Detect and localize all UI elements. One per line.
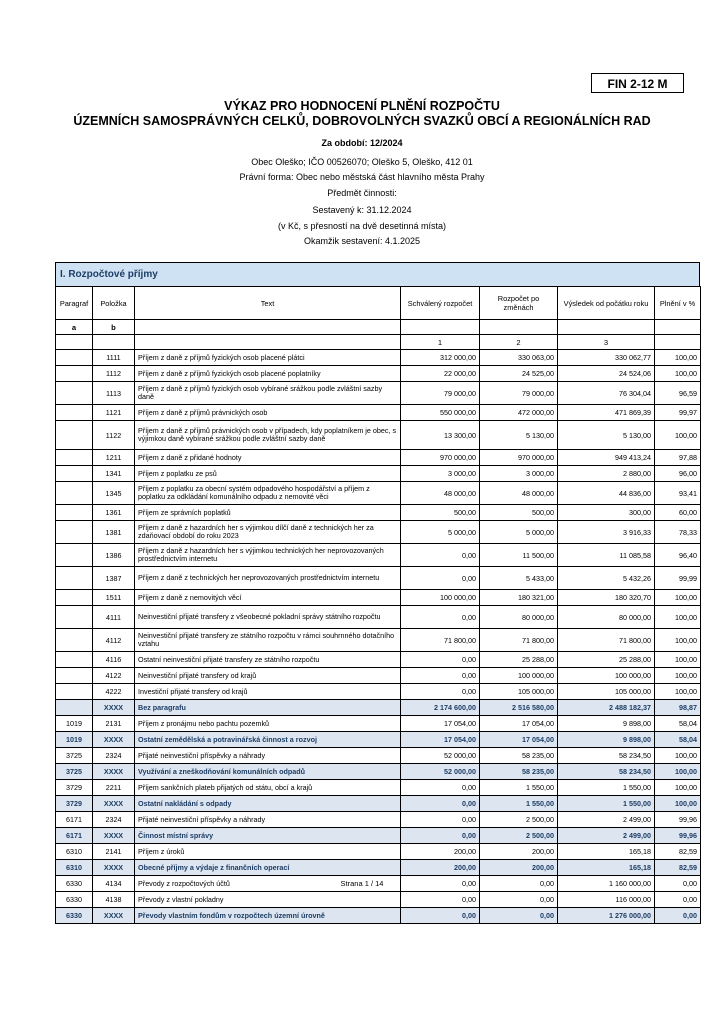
approved-budget-cell: 0,00	[401, 544, 480, 567]
letter-cell: b	[93, 320, 135, 335]
budget-after-changes-cell: 180 321,00	[480, 590, 558, 606]
table-row	[56, 366, 701, 382]
budget-after-changes-cell: 25 288,00	[480, 652, 558, 668]
approved-budget-cell: 0,00	[401, 652, 480, 668]
approved-budget-cell: 5 000,00	[401, 521, 480, 544]
table-row	[56, 892, 701, 908]
table-header-row	[56, 287, 701, 320]
approved-budget-cell: 100 000,00	[401, 590, 480, 606]
text-cell: Převody z rozpočtových účtů	[135, 876, 401, 892]
subtotal-row	[56, 828, 701, 844]
text-cell: Ostatní nakládání s odpady	[135, 796, 401, 812]
paragraf-cell: 6330	[56, 908, 93, 924]
polozka-cell: XXXX	[93, 796, 135, 812]
approved-budget-cell: 0,00	[401, 908, 480, 924]
text-cell: Příjem z daně z nemovitých věcí	[135, 590, 401, 606]
result-ytd-cell: 3 916,33	[558, 521, 655, 544]
polozka-cell: 1341	[93, 466, 135, 482]
polozka-cell: 4138	[93, 892, 135, 908]
paragraf-cell	[56, 590, 93, 606]
paragraf-cell	[56, 668, 93, 684]
text-cell: Činnost místní správy	[135, 828, 401, 844]
budget-after-changes-cell: 58 235,00	[480, 748, 558, 764]
fulfillment-pct-cell: 100,00	[655, 780, 701, 796]
letter-cell	[135, 320, 401, 335]
result-ytd-cell: 471 869,39	[558, 405, 655, 421]
budget-after-changes-cell: 24 525,00	[480, 366, 558, 382]
result-ytd-cell: 1 160 000,00	[558, 876, 655, 892]
paragraf-cell: 6310	[56, 844, 93, 860]
result-ytd-cell: 165,18	[558, 844, 655, 860]
paragraf-cell: 1019	[56, 732, 93, 748]
budget-after-changes-cell: 2 500,00	[480, 812, 558, 828]
budget-after-changes-cell: 79 000,00	[480, 382, 558, 405]
result-ytd-cell: 2 499,00	[558, 828, 655, 844]
polozka-cell: XXXX	[93, 860, 135, 876]
paragraf-cell: 6330	[56, 876, 93, 892]
paragraf-cell: 3725	[56, 748, 93, 764]
result-ytd-cell: 105 000,00	[558, 684, 655, 700]
letter-cell	[401, 320, 480, 335]
approved-budget-cell: 22 000,00	[401, 366, 480, 382]
approved-budget-cell: 13 300,00	[401, 421, 480, 450]
polozka-cell: 1122	[93, 421, 135, 450]
paragraf-cell: 3725	[56, 764, 93, 780]
col-header-text: Text	[135, 287, 401, 320]
number-cell	[135, 335, 401, 350]
approved-budget-cell: 52 000,00	[401, 748, 480, 764]
result-ytd-cell: 2 499,00	[558, 812, 655, 828]
paragraf-cell	[56, 505, 93, 521]
polozka-cell: 1387	[93, 567, 135, 590]
polozka-cell: 2211	[93, 780, 135, 796]
approved-budget-cell: 0,00	[401, 780, 480, 796]
result-ytd-cell: 1 276 000,00	[558, 908, 655, 924]
polozka-cell: 1121	[93, 405, 135, 421]
paragraf-cell	[56, 466, 93, 482]
budget-after-changes-cell: 500,00	[480, 505, 558, 521]
text-cell: Příjem z daně z příjmů fyzických osob vybírané srážkou podle zvláštní sazby daně	[135, 382, 401, 405]
budget-after-changes-cell: 970 000,00	[480, 450, 558, 466]
fulfillment-pct-cell: 60,00	[655, 505, 701, 521]
text-cell: Příjem z daně z příjmů fyzických osob placené poplatníky	[135, 366, 401, 382]
paragraf-cell: 6310	[56, 860, 93, 876]
result-ytd-cell: 300,00	[558, 505, 655, 521]
approved-budget-cell: 0,00	[401, 828, 480, 844]
polozka-cell: XXXX	[93, 828, 135, 844]
fulfillment-pct-cell: 0,00	[655, 876, 701, 892]
text-cell: Příjem z daně z technických her neprovozovaných prostřednictvím internetu	[135, 567, 401, 590]
table-row	[56, 606, 701, 629]
text-cell: Neinvestiční přijaté transfery z všeobecné pokladní správy státního rozpočtu	[135, 606, 401, 629]
fulfillment-pct-cell: 98,87	[655, 700, 701, 716]
fulfillment-pct-cell: 99,96	[655, 828, 701, 844]
result-ytd-cell: 5 432,26	[558, 567, 655, 590]
text-cell: Příjem z daně z přidané hodnoty	[135, 450, 401, 466]
polozka-cell: 1511	[93, 590, 135, 606]
polozka-cell: 1113	[93, 382, 135, 405]
number-cell	[56, 335, 93, 350]
approved-budget-cell: 550 000,00	[401, 405, 480, 421]
result-ytd-cell: 44 836,00	[558, 482, 655, 505]
text-cell: Příjem ze správních poplatků	[135, 505, 401, 521]
compiled-moment: Okamžik sestavení: 4.1.2025	[303, 236, 421, 246]
fulfillment-pct-cell: 100,00	[655, 652, 701, 668]
polozka-cell: XXXX	[93, 764, 135, 780]
budget-after-changes-cell: 0,00	[480, 892, 558, 908]
text-cell: Využívání a zneškodňování komunálních odpadů	[135, 764, 401, 780]
polozka-cell: 1345	[93, 482, 135, 505]
subtotal-row	[56, 908, 701, 924]
table-row	[56, 780, 701, 796]
text-cell: Příjem z daně z hazardních her s výjimkou technických her neprovozovaných prostřednictvím internetu	[135, 544, 401, 567]
units-note: (v Kč, s přesností na dvě desetinná místa)	[277, 221, 447, 231]
letter-row	[56, 320, 701, 335]
budget-after-changes-cell: 71 800,00	[480, 629, 558, 652]
fulfillment-pct-cell: 100,00	[655, 796, 701, 812]
fulfillment-pct-cell: 82,59	[655, 844, 701, 860]
text-cell: Příjem sankčních plateb přijatých od státu, obcí a krajů	[135, 780, 401, 796]
table-row	[56, 482, 701, 505]
section-title: I. Rozpočtové příjmy	[55, 262, 700, 286]
result-ytd-cell: 80 000,00	[558, 606, 655, 629]
table-row	[56, 684, 701, 700]
text-cell: Příjem z daně z příjmů právnických osob v případech, kdy poplatníkem je obec, s výjimkou daně vybírané srážkou podle zvláštní sazby daně	[135, 421, 401, 450]
polozka-cell: XXXX	[93, 700, 135, 716]
budget-after-changes-cell: 2 516 580,00	[480, 700, 558, 716]
fulfillment-pct-cell: 100,00	[655, 668, 701, 684]
result-ytd-cell: 330 062,77	[558, 350, 655, 366]
polozka-cell: 1361	[93, 505, 135, 521]
fulfillment-pct-cell: 99,99	[655, 567, 701, 590]
fulfillment-pct-cell: 82,59	[655, 860, 701, 876]
number-cell	[655, 335, 701, 350]
period: Za období: 12/2024	[321, 138, 403, 148]
fulfillment-pct-cell: 93,41	[655, 482, 701, 505]
approved-budget-cell: 0,00	[401, 684, 480, 700]
subtotal-row	[56, 764, 701, 780]
text-cell: Bez paragrafu	[135, 700, 401, 716]
paragraf-cell	[56, 521, 93, 544]
paragraf-cell	[56, 405, 93, 421]
col-header-polozka: Položka	[93, 287, 135, 320]
fulfillment-pct-cell: 0,00	[655, 892, 701, 908]
letter-cell	[558, 320, 655, 335]
approved-budget-cell: 0,00	[401, 812, 480, 828]
table-row	[56, 466, 701, 482]
approved-budget-cell: 71 800,00	[401, 629, 480, 652]
paragraf-cell: 3729	[56, 780, 93, 796]
budget-after-changes-cell: 1 550,00	[480, 796, 558, 812]
budget-after-changes-cell: 200,00	[480, 844, 558, 860]
polozka-cell: 2141	[93, 844, 135, 860]
subtotal-row	[56, 732, 701, 748]
paragraf-cell	[56, 482, 93, 505]
fulfillment-pct-cell: 78,33	[655, 521, 701, 544]
table-row	[56, 450, 701, 466]
polozka-cell: 4116	[93, 652, 135, 668]
text-cell: Příjem z úroků	[135, 844, 401, 860]
col-header-approved-budget: Schválený rozpočet	[401, 287, 480, 320]
fulfillment-pct-cell: 0,00	[655, 908, 701, 924]
fulfillment-pct-cell: 100,00	[655, 748, 701, 764]
approved-budget-cell: 0,00	[401, 892, 480, 908]
fulfillment-pct-cell: 100,00	[655, 684, 701, 700]
paragraf-cell	[56, 450, 93, 466]
paragraf-cell	[56, 606, 93, 629]
table-row	[56, 748, 701, 764]
result-ytd-cell: 9 898,00	[558, 716, 655, 732]
fulfillment-pct-cell: 100,00	[655, 629, 701, 652]
approved-budget-cell: 970 000,00	[401, 450, 480, 466]
polozka-cell: 4134	[93, 876, 135, 892]
report-title-line1: VÝKAZ PRO HODNOCENÍ PLNĚNÍ ROZPOČTU	[224, 99, 500, 113]
text-cell: Přijaté neinvestiční příspěvky a náhrady	[135, 812, 401, 828]
text-cell: Investiční přijaté transfery od krajů	[135, 684, 401, 700]
table-row	[56, 567, 701, 590]
polozka-cell: 4111	[93, 606, 135, 629]
table-body	[56, 350, 701, 924]
fulfillment-pct-cell: 100,00	[655, 590, 701, 606]
paragraf-cell: 3729	[56, 796, 93, 812]
approved-budget-cell: 0,00	[401, 668, 480, 684]
form-code-box: FIN 2-12 M	[591, 73, 684, 93]
polozka-cell: 4122	[93, 668, 135, 684]
budget-revenue-section	[55, 262, 700, 924]
number-cell	[93, 335, 135, 350]
number-cell: 1	[401, 335, 480, 350]
budget-after-changes-cell: 5 433,00	[480, 567, 558, 590]
result-ytd-cell: 11 085,58	[558, 544, 655, 567]
text-cell: Převody z vlastní pokladny	[135, 892, 401, 908]
fulfillment-pct-cell: 100,00	[655, 350, 701, 366]
budget-after-changes-cell: 5 130,00	[480, 421, 558, 450]
result-ytd-cell: 24 524,06	[558, 366, 655, 382]
budget-after-changes-cell: 2 500,00	[480, 828, 558, 844]
number-cell: 2	[480, 335, 558, 350]
fulfillment-pct-cell: 100,00	[655, 606, 701, 629]
revenue-table	[55, 286, 701, 924]
fulfillment-pct-cell: 58,04	[655, 716, 701, 732]
polozka-cell: 1386	[93, 544, 135, 567]
result-ytd-cell: 5 130,00	[558, 421, 655, 450]
table-row	[56, 405, 701, 421]
text-cell: Obecné příjmy a výdaje z finančních operací	[135, 860, 401, 876]
result-ytd-cell: 58 234,50	[558, 748, 655, 764]
entity-info: Obec Oleško; IČO 00526070; Oleško 5, Oleško, 412 01	[251, 157, 473, 167]
budget-after-changes-cell: 1 550,00	[480, 780, 558, 796]
polozka-cell: 2324	[93, 812, 135, 828]
result-ytd-cell: 71 800,00	[558, 629, 655, 652]
result-ytd-cell: 58 234,50	[558, 764, 655, 780]
polozka-cell: 1211	[93, 450, 135, 466]
result-ytd-cell: 180 320,70	[558, 590, 655, 606]
result-ytd-cell: 2 488 182,37	[558, 700, 655, 716]
paragraf-cell	[56, 544, 93, 567]
paragraf-cell: 1019	[56, 716, 93, 732]
text-cell: Ostatní zemědělská a potravinářská činnost a rozvoj	[135, 732, 401, 748]
table-row	[56, 629, 701, 652]
fulfillment-pct-cell: 100,00	[655, 421, 701, 450]
budget-after-changes-cell: 58 235,00	[480, 764, 558, 780]
budget-after-changes-cell: 105 000,00	[480, 684, 558, 700]
subtotal-row	[56, 796, 701, 812]
paragraf-cell: 6171	[56, 812, 93, 828]
fulfillment-pct-cell: 96,59	[655, 382, 701, 405]
paragraf-cell	[56, 567, 93, 590]
approved-budget-cell: 17 054,00	[401, 716, 480, 732]
table-row	[56, 652, 701, 668]
letter-cell	[655, 320, 701, 335]
result-ytd-cell: 2 880,00	[558, 466, 655, 482]
legal-form: Právní forma: Obec nebo městská část hlavního města Prahy	[239, 172, 485, 182]
text-cell: Příjem z daně z příjmů fyzických osob placené plátci	[135, 350, 401, 366]
table-row	[56, 350, 701, 366]
approved-budget-cell: 200,00	[401, 844, 480, 860]
paragraf-cell	[56, 629, 93, 652]
table-row	[56, 544, 701, 567]
table-row	[56, 421, 701, 450]
budget-after-changes-cell: 11 500,00	[480, 544, 558, 567]
table-row	[56, 716, 701, 732]
polozka-cell: 1112	[93, 366, 135, 382]
page-number: Strana 1 / 14	[340, 879, 384, 888]
paragraf-cell	[56, 382, 93, 405]
fulfillment-pct-cell: 96,40	[655, 544, 701, 567]
text-cell: Převody vlastním fondům v rozpočtech územní úrovně	[135, 908, 401, 924]
table-row	[56, 844, 701, 860]
col-header-result-ytd: Výsledek od počátku roku	[558, 287, 655, 320]
result-ytd-cell: 1 550,00	[558, 780, 655, 796]
approved-budget-cell: 0,00	[401, 876, 480, 892]
budget-after-changes-cell: 17 054,00	[480, 716, 558, 732]
text-cell: Příjem z poplatku ze psů	[135, 466, 401, 482]
approved-budget-cell: 3 000,00	[401, 466, 480, 482]
col-header-paragraf: Paragraf	[56, 287, 93, 320]
approved-budget-cell: 79 000,00	[401, 382, 480, 405]
text-cell: Neinvestiční přijaté transfery od krajů	[135, 668, 401, 684]
number-row	[56, 335, 701, 350]
approved-budget-cell: 48 000,00	[401, 482, 480, 505]
fulfillment-pct-cell: 99,97	[655, 405, 701, 421]
paragraf-cell	[56, 350, 93, 366]
fulfillment-pct-cell: 99,96	[655, 812, 701, 828]
budget-after-changes-cell: 0,00	[480, 908, 558, 924]
budget-after-changes-cell: 472 000,00	[480, 405, 558, 421]
letter-cell	[480, 320, 558, 335]
subtotal-row	[56, 860, 701, 876]
result-ytd-cell: 1 550,00	[558, 796, 655, 812]
activity: Předmět činnosti:	[327, 188, 397, 198]
col-header-fulfillment-pct: Plnění v %	[655, 287, 701, 320]
polozka-cell: 4112	[93, 629, 135, 652]
paragraf-cell	[56, 700, 93, 716]
table-row	[56, 521, 701, 544]
approved-budget-cell: 0,00	[401, 567, 480, 590]
approved-budget-cell: 0,00	[401, 796, 480, 812]
result-ytd-cell: 165,18	[558, 860, 655, 876]
budget-after-changes-cell: 5 000,00	[480, 521, 558, 544]
text-cell: Příjem z daně z příjmů právnických osob	[135, 405, 401, 421]
approved-budget-cell: 2 174 600,00	[401, 700, 480, 716]
text-cell: Přijaté neinvestiční příspěvky a náhrady	[135, 748, 401, 764]
result-ytd-cell: 76 304,04	[558, 382, 655, 405]
text-cell: Příjem z daně z hazardních her s výjimkou dílčí daně z technických her za zdaňovací období do roku 2023	[135, 521, 401, 544]
approved-budget-cell: 0,00	[401, 606, 480, 629]
fulfillment-pct-cell: 58,04	[655, 732, 701, 748]
polozka-cell: XXXX	[93, 908, 135, 924]
fulfillment-pct-cell: 100,00	[655, 366, 701, 382]
paragraf-cell: 6171	[56, 828, 93, 844]
table-row	[56, 812, 701, 828]
table-row	[56, 382, 701, 405]
col-header-budget-after-changes: Rozpočet po změnách	[480, 287, 558, 320]
polozka-cell: 2324	[93, 748, 135, 764]
table-row	[56, 505, 701, 521]
paragraf-cell	[56, 652, 93, 668]
budget-after-changes-cell: 17 054,00	[480, 732, 558, 748]
polozka-cell: XXXX	[93, 732, 135, 748]
fulfillment-pct-cell: 96,00	[655, 466, 701, 482]
budget-after-changes-cell: 100 000,00	[480, 668, 558, 684]
result-ytd-cell: 9 898,00	[558, 732, 655, 748]
approved-budget-cell: 52 000,00	[401, 764, 480, 780]
approved-budget-cell: 312 000,00	[401, 350, 480, 366]
budget-after-changes-cell: 0,00	[480, 876, 558, 892]
subtotal-row	[56, 700, 701, 716]
paragraf-cell	[56, 366, 93, 382]
table-row	[56, 668, 701, 684]
number-cell: 3	[558, 335, 655, 350]
report-title-line2: ÚZEMNÍCH SAMOSPRÁVNÝCH CELKŮ, DOBROVOLNÝCH SVAZKŮ OBCÍ A REGIONÁLNÍCH RAD	[73, 114, 651, 128]
budget-after-changes-cell: 200,00	[480, 860, 558, 876]
budget-after-changes-cell: 48 000,00	[480, 482, 558, 505]
paragraf-cell	[56, 684, 93, 700]
paragraf-cell	[56, 421, 93, 450]
text-cell: Neinvestiční přijaté transfery ze státního rozpočtu v rámci souhrnného dotačního vztahu	[135, 629, 401, 652]
compiled-date: Sestavený k: 31.12.2024	[312, 205, 412, 215]
approved-budget-cell: 200,00	[401, 860, 480, 876]
result-ytd-cell: 100 000,00	[558, 668, 655, 684]
budget-after-changes-cell: 3 000,00	[480, 466, 558, 482]
fulfillment-pct-cell: 100,00	[655, 764, 701, 780]
paragraf-cell: 6330	[56, 892, 93, 908]
budget-after-changes-cell: 330 063,00	[480, 350, 558, 366]
polozka-cell: 2131	[93, 716, 135, 732]
result-ytd-cell: 116 000,00	[558, 892, 655, 908]
fulfillment-pct-cell: 97,88	[655, 450, 701, 466]
budget-after-changes-cell: 80 000,00	[480, 606, 558, 629]
result-ytd-cell: 25 288,00	[558, 652, 655, 668]
text-cell: Příjem z poplatku za obecní systém odpadového hospodářství a příjem z poplatku za odkládání komunálního odpadu z nemovité věci	[135, 482, 401, 505]
approved-budget-cell: 500,00	[401, 505, 480, 521]
approved-budget-cell: 17 054,00	[401, 732, 480, 748]
text-cell: Příjem z pronájmu nebo pachtu pozemků	[135, 716, 401, 732]
polozka-cell: 4222	[93, 684, 135, 700]
result-ytd-cell: 949 413,24	[558, 450, 655, 466]
text-cell: Ostatní neinvestiční přijaté transfery ze státního rozpočtu	[135, 652, 401, 668]
letter-cell: a	[56, 320, 93, 335]
table-row	[56, 590, 701, 606]
polozka-cell: 1111	[93, 350, 135, 366]
polozka-cell: 1381	[93, 521, 135, 544]
